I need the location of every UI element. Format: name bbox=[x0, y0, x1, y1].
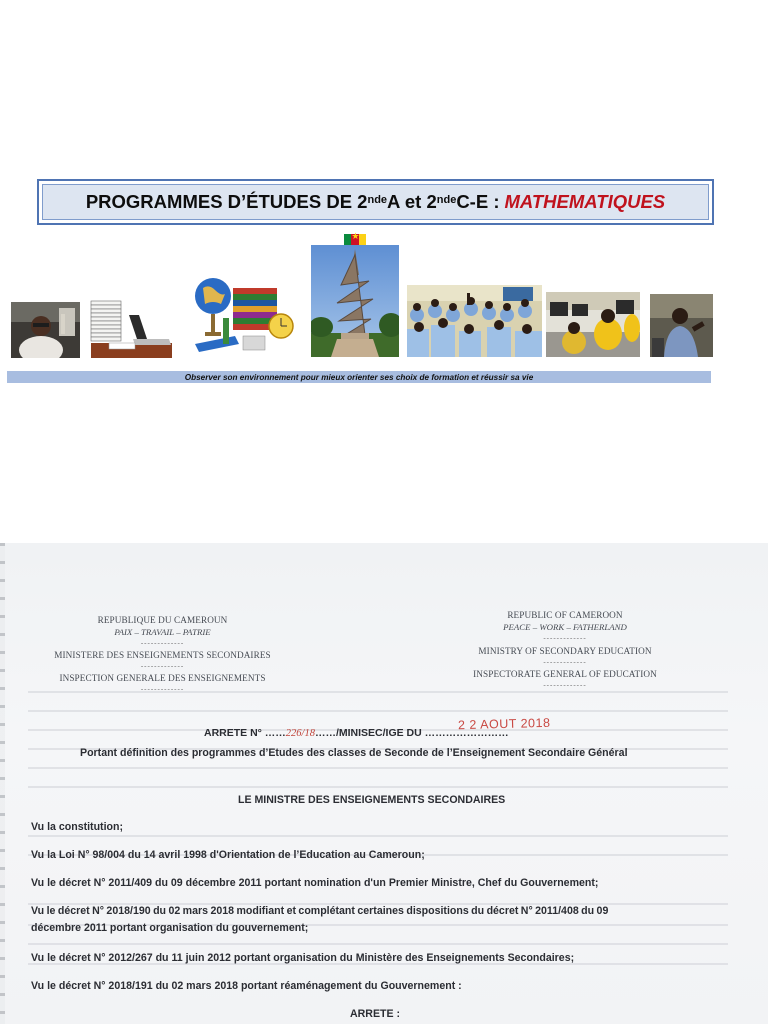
classroom-photo bbox=[407, 285, 542, 357]
consideration-line: Vu la Loi N° 98/004 du 14 avril 1998 d'Orientation de l’Education au Cameroun; bbox=[31, 849, 425, 861]
left-header-separator: ------------- bbox=[140, 662, 185, 670]
right-header-separator: ------------- bbox=[543, 634, 587, 642]
title-main: PROGRAMMES D’ÉTUDES DE 2 bbox=[85, 191, 368, 212]
arrete-heading: ARRETE : bbox=[350, 1008, 401, 1020]
program-title bbox=[42, 184, 709, 220]
consideration-line: Vu la constitution; bbox=[31, 821, 124, 833]
scientist-photo bbox=[11, 302, 80, 358]
consideration-line: Vu le décret N° 2018/190 du 02 mars 2018 modifiant et complétant certaines dispositions du décret N° 2011/408 du 09 bbox=[31, 905, 609, 917]
right-header-separator: ------------- bbox=[543, 658, 587, 666]
teacher-photo bbox=[650, 294, 713, 357]
right-header-country: REPUBLIC OF CAMEROON bbox=[507, 610, 623, 620]
bleed-through-line bbox=[28, 835, 728, 837]
title-sup-1: nde bbox=[367, 194, 388, 206]
program-title-box bbox=[37, 179, 714, 225]
computer-lab-photo bbox=[546, 292, 640, 357]
title-mid: A et 2 bbox=[387, 191, 437, 212]
right-header-inspection: INSPECTORATE GENERAL OF EDUCATION bbox=[473, 669, 657, 679]
books-laptop-photo bbox=[89, 297, 174, 358]
minister-title: LE MINISTRE DES ENSEIGNEMENTS SECONDAIRES bbox=[238, 794, 506, 806]
reunification-monument-photo bbox=[311, 245, 399, 357]
title-subject: MATHEMATIQUES bbox=[504, 191, 666, 212]
consideration-line: Vu le décret N° 2011/409 du 09 décembre 2011 portant nomination d'un Premier Ministre, Chef du Gouvernement; bbox=[31, 877, 599, 889]
arrete-dots: …… bbox=[264, 727, 286, 739]
right-header-separator: ------------- bbox=[543, 681, 587, 689]
bleed-through-line bbox=[28, 767, 728, 769]
left-header-ministry: MINISTERE DES ENSEIGNEMENTS SECONDAIRES bbox=[54, 650, 271, 660]
motto-banner bbox=[7, 371, 711, 383]
date-stamp: 2 2 AOUT 2018 bbox=[457, 715, 551, 733]
consideration-line: Vu le décret N° 2012/267 du 11 juin 2012 portant organisation du Ministère des Enseignements Secondaires; bbox=[31, 952, 575, 964]
decree-scan bbox=[0, 543, 768, 1024]
right-header-motto: PEACE – WORK – FATHERLAND bbox=[503, 622, 627, 632]
consideration-line: décembre 2011 portant organisation du gouvernement; bbox=[31, 922, 309, 934]
title-sup-2: nde bbox=[436, 194, 457, 206]
left-header-separator: ------------- bbox=[140, 685, 185, 693]
bleed-through-line bbox=[28, 943, 728, 945]
arrete-number-handwritten: 226/18 bbox=[285, 728, 315, 739]
arrete-prefix: ARRETE N° bbox=[204, 727, 265, 739]
left-header-motto: PAIX – TRAVAIL – PATRIE bbox=[114, 627, 211, 637]
left-header-country: REPUBLIQUE DU CAMEROUN bbox=[97, 615, 228, 625]
decree-subject: Portant définition des programmes d’Etudes des classes de Seconde de l’Enseignement Secondaire Général bbox=[80, 747, 628, 759]
right-header-ministry: MINISTRY OF SECONDARY EDUCATION bbox=[478, 646, 652, 656]
title-end: C-E : bbox=[456, 191, 500, 212]
arrete-date-dots: …………………… bbox=[424, 727, 509, 739]
bleed-through-line bbox=[28, 786, 728, 788]
left-header-separator: ------------- bbox=[140, 639, 185, 647]
motto-text: Observer son environnement pour mieux orienter ses choix de formation et réussir sa vie bbox=[184, 372, 534, 382]
arrete-suffix: ……/MINISEC/IGE DU bbox=[314, 727, 425, 739]
globe-books-clock-photo bbox=[191, 274, 295, 356]
left-header-inspection: INSPECTION GENERALE DES ENSEIGNEMENTS bbox=[59, 673, 266, 683]
bleed-through-line bbox=[28, 710, 728, 712]
consideration-line: Vu le décret N° 2018/191 du 02 mars 2018 portant réaménagement du Gouvernement : bbox=[31, 980, 462, 992]
